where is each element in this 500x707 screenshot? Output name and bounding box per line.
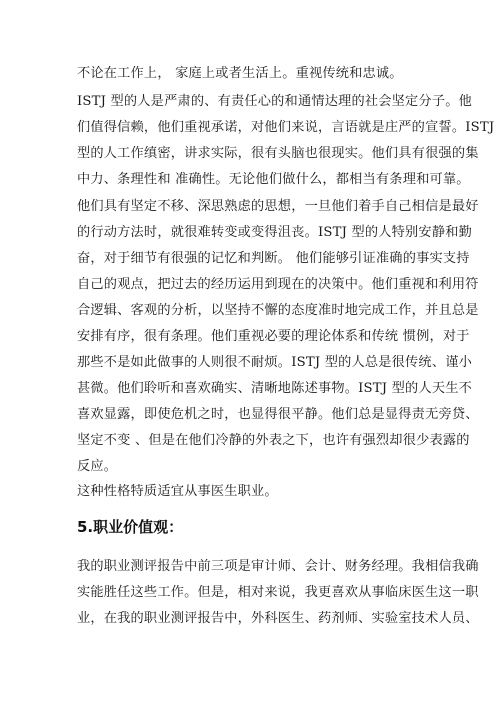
paragraph-line: 型的人工作缜密，讲求实际，很有头脑也很现实。他们具有很强的集: [77, 146, 479, 161]
paragraph-line: 喜欢显露，即使危机之时，也显得很平静。他们总是显得责无旁贷、: [77, 407, 479, 422]
paragraph-line: 反应。: [77, 459, 118, 474]
paragraph-line: 他们具有坚定不移、深思熟虑的思想，一旦他们着手自己相信是最好: [77, 199, 479, 214]
paragraph-line: 业，在我的职业测评报告中，外科医生、药剂师、实验室技术人员、: [77, 611, 479, 626]
paragraph-line: 的行动方法时，就很难转变或变得沮丧。ISTJ 型的人特别安静和勤: [77, 225, 472, 240]
paragraph-line: 甚微。他们聆听和喜欢确实、清晰地陈述事物。ISTJ 型的人天生不: [77, 381, 472, 396]
paragraph-line: 安排有序，很有条理。他们重视必要的理论体系和传统 惯例，对于: [77, 329, 470, 344]
paragraph-line: 坚定不变 、但是在他们冷静的外表之下，也许有强烈却很少表露的: [77, 433, 470, 448]
paragraph-line: 合逻辑、客观的分析，以坚持不懈的态度准时地完成工作，并且总是: [77, 303, 479, 318]
paragraph-line: 实能胜任这些工作。但是，相对来说，我更喜欢从事临床医生这一职: [77, 585, 479, 600]
paragraph-line: 这种性格特质适宜从事医生职业。: [77, 484, 278, 499]
paragraph-line: ISTJ 型的人是严肃的、有责任心的和通情达理的社会坚定分子。他: [77, 94, 472, 109]
section-heading: 5.职业价值观：: [77, 518, 184, 536]
paragraph-line: 们值得信赖，他们重视承诺，对他们来说，言语就是庄严的宣誓。ISTJ: [77, 120, 495, 135]
paragraph-line: 自己的观点，把过去的经历运用到现在的决策中。他们重视和利用符: [77, 277, 479, 292]
paragraph-line: 不论在工作上， 家庭上或者生活上。重视传统和忠诚。: [77, 66, 403, 81]
paragraph-line: 中力、条理性和 准确性。无论他们做什么，都相当有条理和可靠。: [77, 172, 470, 187]
paragraph-line: 奋，对于细节有很强的记忆和判断。 他们能够引证准确的事实支持: [77, 251, 470, 266]
paragraph-line: 我的职业测评报告中前三项是审计师、会计、财务经理。我相信我确: [77, 559, 479, 574]
paragraph-line: 那些不是如此做事的人则很不耐烦。ISTJ 型的人总是很传统、谨小: [77, 355, 472, 370]
